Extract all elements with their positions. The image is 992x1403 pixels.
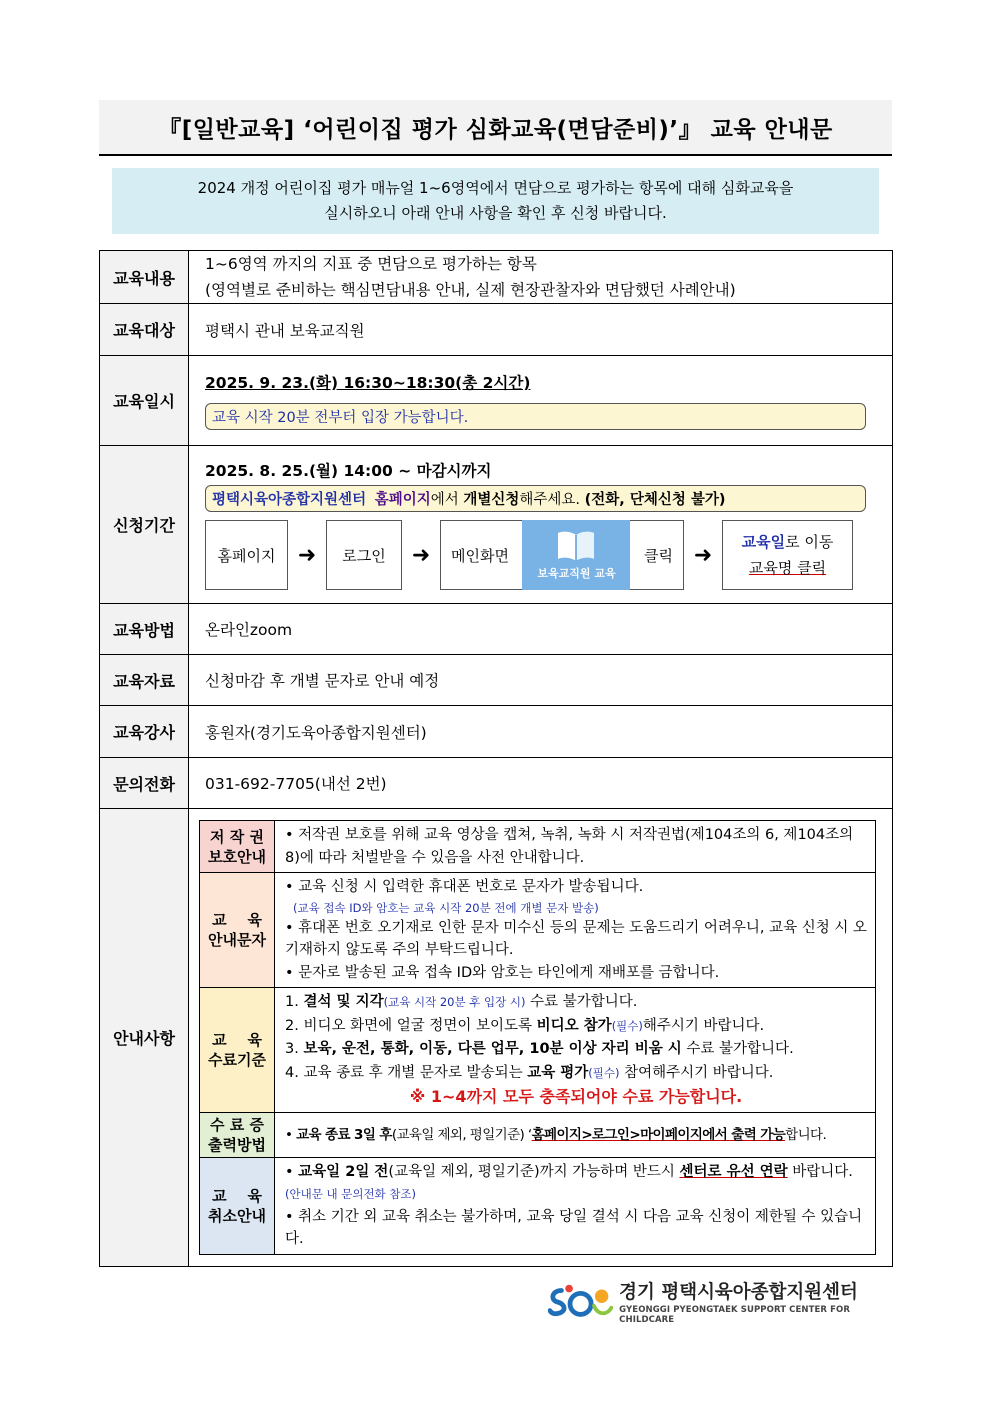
criteria-item-2: 2. 비디오 화면에 얼굴 정면이 보이도록 비디오 참가(필수)해주시기 바랍니다. [285, 1017, 765, 1034]
material-value: 신청마감 후 개별 문자로 안내 예정 [189, 655, 893, 706]
notice-criteria [200, 988, 876, 1113]
row-content [100, 251, 893, 304]
row-material [100, 655, 893, 706]
step-login: 로그인 [326, 520, 402, 590]
step-click-label: 클릭 [644, 546, 673, 565]
label-contact: 문의전화 [100, 758, 189, 809]
sms-bullet-1-sub: (교육 접속 ID와 암호는 교육 시작 20분 전에 개별 문자 발송) [293, 900, 599, 915]
content-line-1: 1~6영역 까지의 지표 중 면담으로 평가하는 항목 [205, 255, 537, 273]
criteria-label-1: 교 육 [212, 1031, 262, 1049]
intro-line-1: 2024 개정 어린이집 평가 매뉴얼 1~6영역에서 면담으로 평가하는 항목에 대해 심화교육을 [197, 179, 794, 197]
criteria-item-3: 3. 보육, 운전, 통화, 이동, 다른 업무, 10분 이상 자리 비움 시 수료 불가합니다. [285, 1041, 794, 1058]
step-course-click: 교육명 클릭 [748, 559, 827, 577]
certificate-text: • 교육 종료 3일 후(교육일 제외, 평일기준) ‘홈페이지>로그인>마이페이지에서 출력 가능합니다. [275, 1112, 876, 1157]
step-course [722, 520, 853, 590]
apply-mid: 에서 [430, 492, 464, 508]
cancel-label-2: 취소안내 [208, 1206, 266, 1225]
row-datetime [100, 356, 893, 446]
datetime-value: 2025. 9. 23.(화) 16:30~18:30(총 2시간) [205, 374, 531, 392]
label-datetime: 교육일시 [100, 356, 189, 446]
center-name: 평택시육아종합지원센터 [212, 492, 367, 508]
label-lecturer: 교육강사 [100, 706, 189, 758]
step-day: 교육일 [741, 533, 786, 551]
cancel-label-1: 교 육 [212, 1186, 262, 1205]
content-line-2: (영역별로 준비하는 핵심면담내용 안내, 실제 현장관찰자와 면담했던 사례안내) [205, 281, 736, 299]
homepage-link[interactable]: 홈페이지 [374, 492, 431, 508]
criteria-item-1: 1. 결석 및 지각(교육 시작 20분 후 입장 시) 수료 불가합니다. [285, 994, 638, 1011]
banner-label: 보육교직원 교육 [537, 567, 616, 580]
info-table [99, 250, 893, 1267]
document-title: 『[일반교육] ‘어린이집 평가 심화교육(면담준비)’』 교육 안내문 [99, 100, 892, 156]
step-main-label: 메인화면 [451, 546, 509, 565]
certificate-label-1: 수 료 증 [210, 1115, 264, 1134]
sms-bullet-1: • 교육 신청 시 입력한 휴대폰 번호로 문자가 발송됩니다. [285, 879, 644, 896]
intro-line-2: 실시하오니 아래 안내 사항을 확인 후 신청 바랍니다. [324, 204, 667, 222]
apply-instruction [205, 485, 866, 512]
arrow-right-icon: ➜ [693, 542, 713, 568]
center-korean-name: 경기 평택시육아종합지원센터 [619, 1282, 858, 1303]
sms-label-1: 교 육 [212, 911, 262, 930]
arrow-right-icon: ➜ [411, 542, 431, 568]
copyright-text: • 저작권 보호를 위해 교육 영상을 캡쳐, 녹취, 녹화 시 저작권법(제104조의 6, 제104조의 8)에 따라 처벌받을 수 있음을 사전 안내합니다. [275, 821, 876, 873]
staff-education-banner [522, 520, 630, 590]
notice-table [199, 820, 876, 1255]
book-icon [556, 529, 596, 563]
row-contact [100, 758, 893, 809]
center-english-name: GYEONGGI PYEONGTAEK SUPPORT CENTER FOR CHILDCARE [619, 1305, 851, 1325]
cancel-bullet-1: • 교육일 2일 전(교육일 제외, 평일기준)까지 가능하며 반드시 센터로 유선 연락 바랍니다. (안내문 내 문의전화 참조) [285, 1163, 853, 1202]
apply-individual: 개별신청 [463, 492, 520, 508]
label-material: 교육자료 [100, 655, 189, 706]
certificate-label-2: 출력방법 [208, 1135, 266, 1154]
cancel-bullet-2: • 취소 기간 외 교육 취소는 불가하며, 교육 당일 결석 시 다음 교육 신청이 제한될 수 있습니다. [285, 1208, 863, 1248]
footer-logo [548, 1279, 896, 1324]
row-method [100, 604, 893, 655]
row-apply [100, 446, 893, 604]
sms-bullet-3: • 문자로 발송된 교육 접속 ID와 암호는 타인에게 재배포를 금합니다. [285, 964, 720, 981]
apply-restriction: (전화, 단체신청 불가) [584, 492, 726, 508]
notice-certificate [200, 1112, 876, 1157]
apply-period: 2025. 8. 25.(월) 14:00 ~ 마감시까지 [205, 462, 492, 480]
step-main [440, 520, 684, 590]
criteria-label-2: 수료기준 [208, 1051, 266, 1069]
target-value: 평택시 관내 보육교직원 [189, 304, 893, 356]
step-move: 로 이동 [785, 533, 834, 551]
contact-value: 031-692-7705(내선 2번) [189, 758, 893, 809]
criteria-item-4: 4. 교육 종료 후 개별 문자로 발송되는 교육 평가(필수) 참여해주시기 바랍니다. [285, 1064, 774, 1081]
intro-banner [112, 168, 879, 234]
center-logo-icon [548, 1282, 613, 1322]
entry-note: 교육 시작 20분 전부터 입장 가능합니다. [205, 403, 866, 430]
label-method: 교육방법 [100, 604, 189, 655]
notice-cancel [200, 1157, 876, 1254]
row-lecturer [100, 706, 893, 758]
label-apply: 신청기간 [100, 446, 189, 604]
lecturer-value: 홍원자(경기도육아종합지원센터) [189, 706, 893, 758]
notice-copyright [200, 821, 876, 873]
criteria-note: ※ 1~4까지 모두 충족되어야 수료 가능합니다. [409, 1087, 743, 1107]
step-homepage: 홈페이지 [205, 520, 288, 590]
notice-sms [200, 873, 876, 988]
sms-label-2: 안내문자 [208, 931, 266, 950]
label-content: 교육내용 [100, 251, 189, 304]
label-notice: 안내사항 [100, 809, 189, 1267]
copyright-label-2: 보호안내 [208, 847, 266, 866]
method-value: 온라인zoom [189, 604, 893, 655]
apply-end: 해주세요. [519, 492, 585, 508]
copyright-label-1: 저 작 권 [210, 827, 264, 846]
label-target: 교육대상 [100, 304, 189, 356]
apply-steps [205, 520, 876, 590]
row-target [100, 304, 893, 356]
row-notice [100, 809, 893, 1267]
arrow-right-icon: ➜ [297, 542, 317, 568]
sms-bullet-2: • 휴대폰 번호 오기재로 인한 문자 미수신 등의 문제는 도움드리기 어려우니, 교육 신청 시 오기재하지 않도록 주의 부탁드립니다. [285, 919, 867, 959]
